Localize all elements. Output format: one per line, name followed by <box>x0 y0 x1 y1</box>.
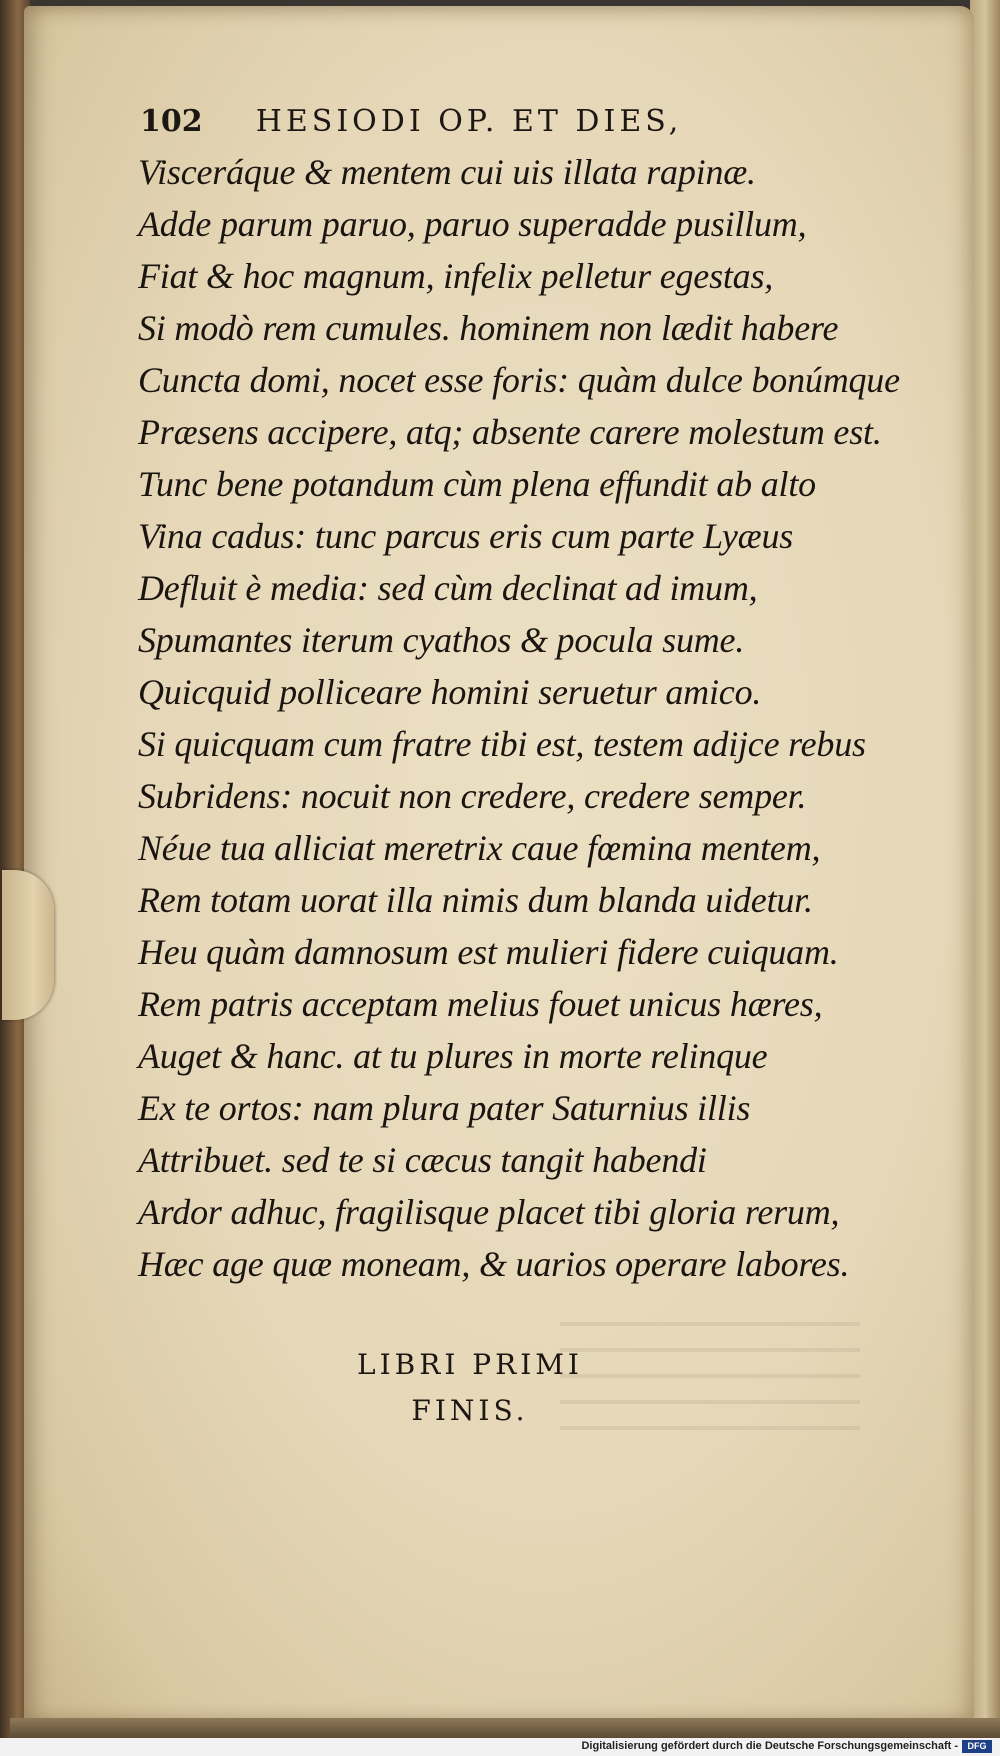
verse-line: Heu quàm damnosum est mulieri fidere cuiquam. <box>138 932 839 972</box>
verse-line: Hæc age quæ moneam, & uarios operare labores. <box>138 1244 850 1284</box>
verse-line: Ardor adhuc, fragilisque placet tibi gloria rerum, <box>138 1192 840 1232</box>
running-title: HESIODI OP. ET DIES, <box>255 104 683 139</box>
binding-clasp <box>2 870 54 1020</box>
verse-line: Rem totam uorat illa nimis dum blanda uidetur. <box>138 880 813 920</box>
digitization-credit: Digitalisierung gefördert durch die Deutsche Forschungsgemeinschaft - <box>581 1740 958 1752</box>
verse-line: Subridens: nocuit non credere, credere semper. <box>138 776 807 816</box>
verse-line: Si quicquam cum fratre tibi est, testem adijce rebus <box>138 724 866 764</box>
dfg-logo: DFG <box>962 1740 992 1753</box>
verse-line: Si modò rem cumules. hominem non lædit habere <box>138 308 839 348</box>
verse-line: Tunc bene potandum cùm plena effundit ab alto <box>138 464 816 504</box>
page-number: 102 <box>140 104 203 139</box>
colophon-line-1: LIBRI PRIMI <box>357 1348 583 1381</box>
colophon-line-2: FINIS. <box>411 1394 529 1427</box>
verse-line: Defluit è media: sed cùm declinat ad imum, <box>138 568 758 608</box>
verse-line: Néue tua alliciat meretrix caue fœmina mentem, <box>138 828 821 868</box>
verse-line: Vina cadus: tunc parcus eris cum parte Lyæus <box>138 516 794 556</box>
verse-line: Fiat & hoc magnum, infelix pelletur egestas, <box>138 256 774 296</box>
verse-line: Adde parum paruo, paruo superadde pusillum, <box>138 204 807 244</box>
book-bottom-edge <box>10 1718 1000 1738</box>
verse-list <box>138 146 918 1290</box>
verse-line: Quicquid polliceare homini seruetur amico. <box>138 672 762 712</box>
verse-line: Spumantes iterum cyathos & pocula sume. <box>138 620 745 660</box>
verse-line: Cuncta domi, nocet esse foris: quàm dulce bonúmque <box>138 360 900 400</box>
verse-line: Attribuet. sed te si cæcus tangit habendi <box>138 1140 707 1180</box>
verse-line: Visceráque & mentem cui uis illata rapinæ. <box>138 152 756 192</box>
adjacent-page-edge <box>970 0 1000 1720</box>
page-header <box>140 104 820 139</box>
verse-line: Præsens accipere, atq; absente carere molestum est. <box>138 412 882 452</box>
verse-line: Ex te ortos: nam plura pater Saturnius illis <box>138 1088 751 1128</box>
verse-line: Rem patris acceptam melius fouet unicus hæres, <box>138 984 823 1024</box>
verse-line: Auget & hanc. at tu plures in morte relinque <box>138 1036 768 1076</box>
colophon <box>140 1342 800 1434</box>
